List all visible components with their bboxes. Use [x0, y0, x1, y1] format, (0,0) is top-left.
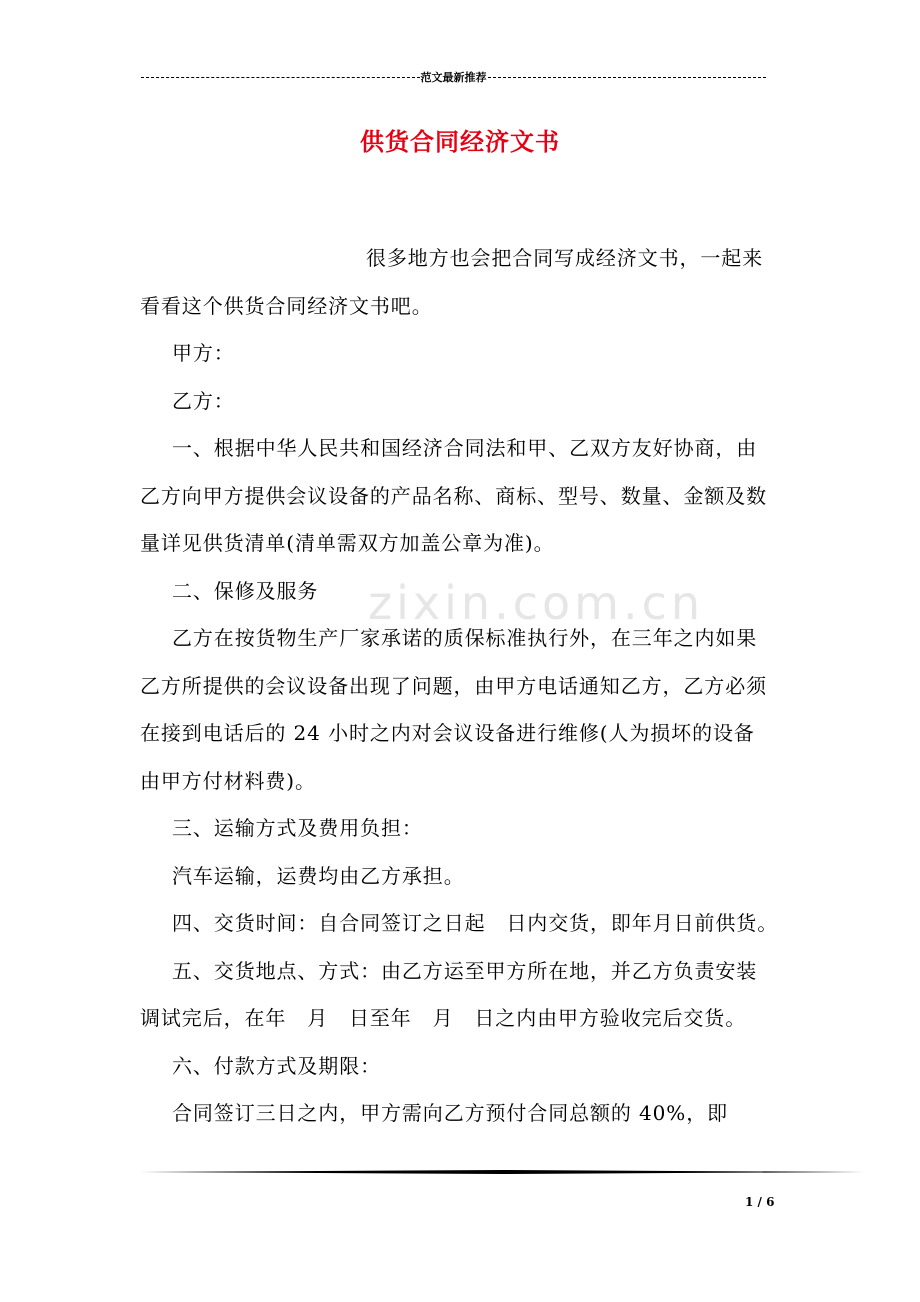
header-dash-right [488, 77, 767, 78]
page-header [141, 68, 766, 86]
clause-5-line-1: 五、交货地点、方式：由乙方运至甲方所在地，并乙方负责安装 [172, 958, 758, 983]
watermark: zixin.com.cn [368, 576, 705, 630]
clause-6-line-1: 合同签订三日之内，甲方需向乙方预付合同总额的 40%，即 [172, 1101, 729, 1125]
header-dash-left [141, 77, 420, 78]
intro-line-2: 看看这个供货合同经济文书吧。 [140, 293, 433, 318]
document-title: 供货合同经济文书 [360, 127, 560, 156]
footer-rule [140, 1170, 864, 1174]
clause-2-line-2: 乙方所提供的会议设备出现了问题，由甲方电话通知乙方，乙方必须 [140, 673, 767, 698]
clause-2-line-1: 乙方在按货物生产厂家承诺的质保标准执行外，在三年之内如果 [172, 626, 758, 650]
clause-3-heading: 三、运输方式及费用负担： [172, 816, 423, 840]
clause-4-line-1: 四、交货时间：自合同签订之日起 日内交货，即年月日前供货。 [172, 911, 779, 935]
header-label: 范文最新推荐 [420, 71, 487, 84]
party-a: 甲方： [172, 341, 235, 365]
intro-line-1: 很多地方也会把合同写成经济文书，一起来 [366, 246, 764, 270]
document-body [140, 235, 781, 1138]
page-number: 1 / 6 [745, 1195, 775, 1209]
clause-5-line-2: 调试完后，在年 月 日至年 月 日之内由甲方验收完后交货。 [140, 1006, 747, 1030]
party-b: 乙方： [172, 388, 235, 413]
clause-2-line-4: 由甲方付材料费)。 [140, 768, 316, 793]
clause-1-line-1: 一、根据中华人民共和国经济合同法和甲、乙双方友好协商，由 [172, 436, 758, 460]
clause-2-line-3: 在接到电话后的 24 小时之内对会议设备进行维修(人为损坏的设备 [140, 721, 755, 745]
clause-6-heading: 六、付款方式及期限： [172, 1053, 381, 1078]
clause-3-line-1: 汽车运输，运费均由乙方承担。 [172, 863, 465, 888]
clause-2-heading: 二、保修及服务 [172, 578, 319, 603]
clause-1-line-3: 量详见供货清单(清单需双方加盖公章为准)。 [140, 531, 555, 555]
clause-1-line-2: 乙方向甲方提供会议设备的产品名称、商标、型号、数量、金额及数 [140, 483, 767, 508]
